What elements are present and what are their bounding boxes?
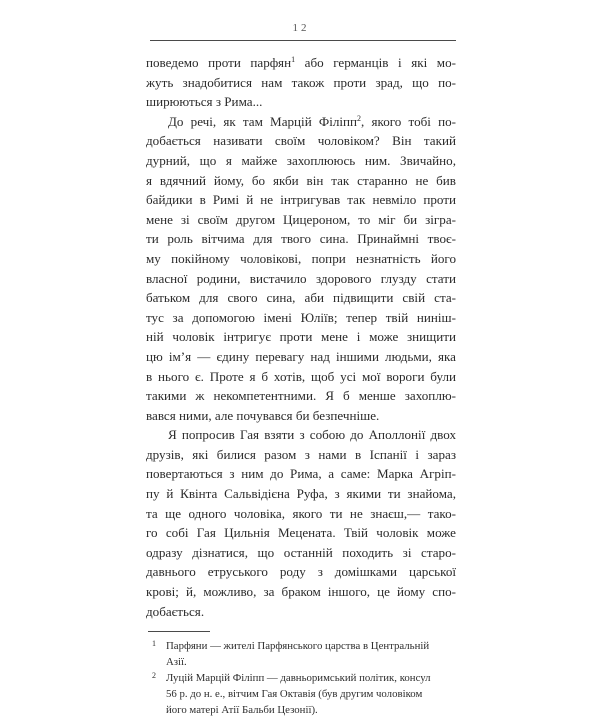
page-number: 12 [292, 22, 310, 34]
text-line: До речі, як там Марцій Філіпп$^2$, якого тобі по- [168, 113, 456, 129]
text-line: поведемо проти парфян$^1$ або германців і які мо- [146, 55, 456, 70]
footnote [146, 670, 456, 718]
footnote-marker: 2 [152, 671, 156, 681]
text-line: тус за допомогою імені Юліїв; тепер твій ниніш- [146, 309, 456, 325]
text-line: повертаються з ним до Рима, а саме: Марка Агріп- [146, 466, 456, 482]
footnote-ref: 1 [291, 55, 296, 64]
footnotes [146, 638, 456, 718]
body-text [146, 53, 456, 621]
text-line: добається. [146, 603, 205, 619]
text-line: жуть знадобитися нам також проти зрад, що по- [146, 74, 456, 90]
text-line: та ще одного чоловіка, якого ти не знаєш,— тако- [146, 505, 456, 521]
paragraph [146, 112, 456, 426]
footnote [146, 638, 456, 670]
footnote-line: Азії. [166, 656, 187, 669]
text-line: одразу дізнатися, що останній походить зі старо- [146, 544, 456, 560]
footnote-line: його матері Атії Бальби Цезонії). [166, 704, 318, 717]
text-line: Я попросив Гая взяти з собою до Аполлонії двох [168, 427, 456, 443]
text-line: мене зі своїм другом Цицероном, то міг би зігра- [146, 211, 456, 227]
text-line: му покійному чоловікові, попри незнатність його [146, 250, 456, 266]
footnote-line: Парфяни — жителі Парфянського царства в Центральній [166, 640, 430, 653]
text-line: вався ними, але почувався би безпечніше. [146, 407, 380, 423]
text-line: цю ім’я — єдину перевагу над іншими людьми, яка [146, 348, 456, 364]
text-line: батьком для свого сина, аби підвищити свій ста- [146, 290, 456, 306]
text-line: такими ж некомпетентними. Я б менше захоплю- [146, 388, 456, 404]
page-header [146, 18, 456, 44]
footnote-marker: 1 [152, 639, 156, 649]
text-line: в нього є. Проте я б хотів, щоб усі мої вороги були [146, 368, 456, 384]
text-line: ширюються з Рима... [146, 94, 263, 110]
text-line: ти роль вітчима для твого сина. Принаймні твоє- [146, 231, 456, 247]
text-line: власної родини, вистачило здорового глузду стати [146, 270, 456, 286]
header-rule [150, 40, 456, 41]
text-line: дурний, що я майже захоплююсь ним. Звичайно, [146, 152, 456, 168]
footnote-line: 56 р. до н. е., вітчим Гая Октавія (був другим чоловіком [166, 688, 423, 701]
footnote-line: Луцій Марцій Філіпп — давньоримський політик, консул [166, 672, 431, 685]
text-line: крові; й, можливо, за браком іншого, це йому спо- [146, 584, 456, 600]
text-line: го собі Гая Цильнія Мецената. Твій чоловік може [146, 525, 456, 541]
text-line: пу й Квінта Сальвідієна Руфа, з якими ти знайома, [146, 486, 456, 502]
text-line: друзів, які билися разом з нами в Іспанії і зараз [146, 446, 456, 462]
text-line: давнього етруського роду з домішками царської [146, 564, 456, 580]
paragraph [146, 425, 456, 621]
text-line: я вдячний йому, бо якби він так старанно не бив [146, 172, 456, 188]
paragraph [146, 53, 456, 112]
text-line: добається називати своїм чоловіком? Він такий [146, 133, 456, 149]
footnote-ref: 2 [357, 113, 362, 123]
text-line: байдики в Римі й не інтригував так невміло проти [146, 192, 456, 208]
footnote-rule [148, 631, 210, 632]
text-line: ній чоловік інтригує проти мене і може знищити [146, 329, 456, 345]
book-page [146, 18, 456, 718]
